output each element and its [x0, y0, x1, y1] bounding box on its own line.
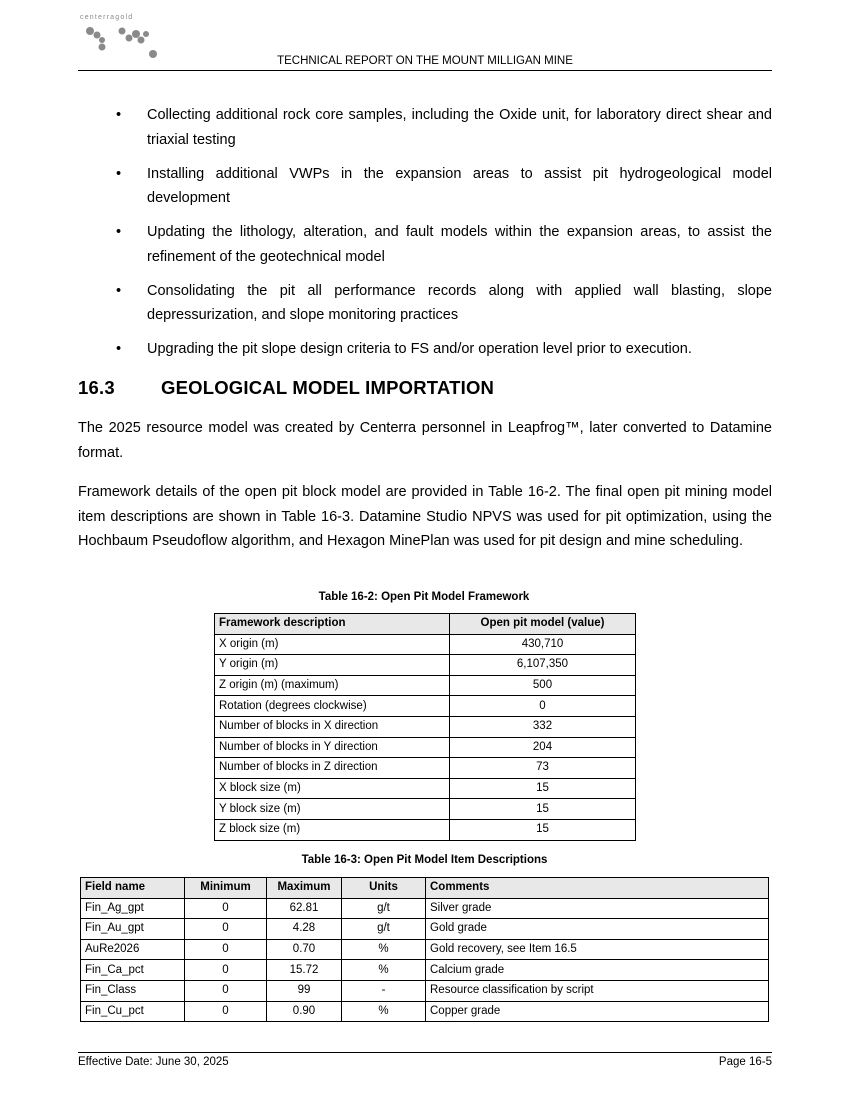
running-header: [78, 55, 772, 71]
table-cell: g/t: [342, 919, 426, 940]
table-cell: 15: [450, 819, 636, 840]
table-cell: Fin_Class: [81, 980, 185, 1001]
table-cell: 15.72: [267, 960, 342, 981]
table-row: [81, 960, 769, 981]
table-row: [81, 919, 769, 940]
column-header: Open pit model (value): [450, 614, 636, 635]
section-title: GEOLOGICAL MODEL IMPORTATION: [161, 377, 495, 398]
table-cell: Number of blocks in Z direction: [215, 758, 450, 779]
table-cell: 15: [450, 799, 636, 820]
table-cell: 430,710: [450, 634, 636, 655]
table-cell: Z origin (m) (maximum): [215, 675, 450, 696]
paragraph: Framework details of the open pit block model are provided in Table 16-2. The final open pit mining model item descriptions are shown in Table 16-3. Datamine Studio NPVS was used for pit optimization, using the Hochbaum Pseudoflow algorithm, and Hexagon MinePlan was used for pit design and mine scheduling.: [78, 484, 772, 549]
paragraph: The 2025 resource model was created by Centerra personnel in Leapfrog™, later converted to Datamine format.: [78, 420, 772, 461]
column-header: Units: [342, 878, 426, 899]
table-row: [215, 716, 636, 737]
page-number: Page 16-5: [718, 1056, 772, 1068]
bullet-icon: •: [116, 224, 122, 240]
table-row: [215, 737, 636, 758]
table-cell: 0: [185, 898, 267, 919]
table-cell: Copper grade: [426, 1001, 769, 1022]
table-row: [215, 819, 636, 840]
table-cell: 204: [450, 737, 636, 758]
list-item: • Updating the lithology, alteration, and fault models within the expansion areas, to assist the refinement of the geotechnical model: [78, 220, 772, 269]
table-cell: 4.28: [267, 919, 342, 940]
table-cell: Number of blocks in X direction: [215, 716, 450, 737]
table-caption: Table 16-2: Open Pit Model Framework: [318, 591, 530, 603]
table-cell: %: [342, 1001, 426, 1022]
table-caption: Table 16-3: Open Pit Model Item Descriptions: [301, 854, 548, 866]
table-row: [81, 898, 769, 919]
table-cell: 0: [185, 980, 267, 1001]
bullet-icon: •: [116, 282, 122, 299]
column-header: Field name: [81, 878, 185, 899]
table-cell: Gold grade: [426, 919, 769, 940]
table-cell: 0: [450, 696, 636, 717]
table-cell: 0: [185, 1001, 267, 1022]
logo-wordmark: centerragold: [80, 14, 134, 21]
table-cell: Rotation (degrees clockwise): [215, 696, 450, 717]
section-number: 16.3: [78, 377, 115, 398]
table-cell: Resource classification by script: [426, 980, 769, 1001]
table-row: [81, 1001, 769, 1022]
report-title: TECHNICAL REPORT ON THE MOUNT MILLIGAN MINE: [277, 55, 573, 67]
table-cell: 332: [450, 716, 636, 737]
table-cell: Y block size (m): [215, 799, 450, 820]
table-cell: Fin_Cu_pct: [81, 1001, 185, 1022]
section-heading: [78, 377, 494, 399]
table-cell: Fin_Au_gpt: [81, 919, 185, 940]
table-cell: Fin_Ag_gpt: [81, 898, 185, 919]
table-row: [215, 634, 636, 655]
table-cell: Fin_Ca_pct: [81, 960, 185, 981]
column-header: Comments: [426, 878, 769, 899]
table-cell: 0: [185, 960, 267, 981]
table-cell: 0.90: [267, 1001, 342, 1022]
table-row: [215, 675, 636, 696]
column-header: Minimum: [185, 878, 267, 899]
table-cell: 6,107,350: [450, 655, 636, 676]
table-header-row: [215, 614, 636, 635]
table-cell: 500: [450, 675, 636, 696]
table-cell: X block size (m): [215, 778, 450, 799]
list-item: • Consolidating the pit all performance records along with applied wall blasting, slope depressurization, and slope monitoring practices: [78, 279, 772, 328]
recommendation-list: [78, 103, 772, 371]
table-row: [215, 655, 636, 676]
framework-table: [214, 613, 636, 841]
table-header-row: [81, 878, 769, 899]
table-cell: Number of blocks in Y direction: [215, 737, 450, 758]
table-cell: Y origin (m): [215, 655, 450, 676]
column-header: Maximum: [267, 878, 342, 899]
table-cell: Gold recovery, see Item 16.5: [426, 939, 769, 960]
table-row: [81, 980, 769, 1001]
table-cell: Calcium grade: [426, 960, 769, 981]
page-footer: [78, 1052, 772, 1068]
list-item: • Collecting additional rock core samples, including the Oxide unit, for laboratory direct shear and triaxial testing: [78, 103, 772, 152]
table-row: [215, 778, 636, 799]
table-row: [215, 758, 636, 779]
column-header: Framework description: [215, 614, 450, 635]
table-cell: 15: [450, 778, 636, 799]
table-cell: 99: [267, 980, 342, 1001]
table-cell: Z block size (m): [215, 819, 450, 840]
table-row: [215, 696, 636, 717]
table-cell: %: [342, 960, 426, 981]
list-item: • Installing additional VWPs in the expansion areas to assist pit hydrogeological model development: [78, 162, 772, 211]
table-cell: 73: [450, 758, 636, 779]
table-cell: Silver grade: [426, 898, 769, 919]
table-cell: 0: [185, 919, 267, 940]
table-cell: g/t: [342, 898, 426, 919]
table-row: [81, 939, 769, 960]
table-cell: -: [342, 980, 426, 1001]
table-cell: AuRe2026: [81, 939, 185, 960]
item-descriptions-table: [80, 877, 769, 1022]
table-cell: 0: [185, 939, 267, 960]
bullet-icon: •: [116, 341, 122, 357]
table-cell: X origin (m): [215, 634, 450, 655]
effective-date: Effective Date: June 30, 2025: [78, 1056, 229, 1068]
table-cell: %: [342, 939, 426, 960]
bullet-icon: •: [116, 165, 122, 182]
table-row: [215, 799, 636, 820]
bullet-icon: •: [116, 107, 122, 123]
table-cell: 0.70: [267, 939, 342, 960]
list-item: • Upgrading the pit slope design criteria to FS and/or operation level prior to execution.: [78, 337, 772, 362]
table-cell: 62.81: [267, 898, 342, 919]
